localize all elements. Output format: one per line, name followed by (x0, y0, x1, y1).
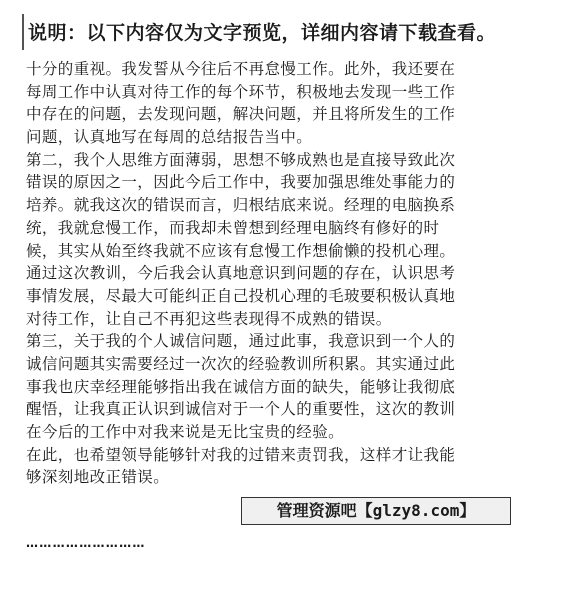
text-line: 对待工作，让自己不再犯这些表现得不成熟的错误。 (26, 309, 392, 328)
text-line: 第三，关于我的个人诚信问题，通过此事，我意识到一个人的 (26, 332, 456, 351)
text-line: 够深刻地改正错误。 (26, 468, 170, 487)
preview-notice: 说明：以下内容仅为文字预览，详细内容请下载查看。 (28, 22, 497, 44)
truncation-ellipsis: ……………………… (26, 536, 146, 550)
text-line: 培养。就我这次的错误而言，归根结底来说。经理的电脑换系 (26, 196, 456, 215)
text-line: 错误的原因之一，因此今后工作中，我要加强思维处事能力的 (26, 173, 456, 192)
text-line: 十分的重视。我发誓从今往后不再怠慢工作。此外，我还要在 (26, 60, 456, 78)
text-line: 统，我就怠慢工作，而我却未曾想到经理电脑终有修好的时 (26, 218, 440, 237)
text-line: 候，其实从始至终我就不应该有怠慢工作想偷懒的投机心理。 (26, 241, 456, 260)
text-line: 事我也庆幸经理能够指出我在诚信方面的缺失，能够让我彻底 (26, 377, 456, 396)
document-body (26, 58, 546, 489)
text-line: 问题，认真地写在每周的总结报告当中。 (26, 128, 313, 147)
watermark-badge: 管理资源吧【glzy8.com】 (241, 497, 511, 525)
text-line: 醒悟，让我真正认识到诚信对于一个人的重要性，这次的教训 (26, 400, 456, 419)
text-line: 在今后的工作中对我来说是无比宝贵的经验。 (26, 423, 345, 441)
text-line: 第二，我个人思维方面薄弱，思想不够成熟也是直接导致此次 (26, 150, 456, 169)
text-line: 通过这次教训，今后我会认真地意识到问题的存在，认识思考 (26, 264, 456, 283)
text-line: 事情发展，尽最大可能纠正自己投机心理的毛玻要积极认真地 (26, 286, 456, 305)
text-line: 每周工作中认真对待工作的每个环节，积极地去发现一些工作 (26, 82, 456, 101)
preview-notice-bar (22, 14, 562, 50)
text-line: 中存在的问题，去发现问题，解决问题，并且将所发生的工作 (26, 105, 456, 124)
text-line: 在此，也希望领导能够针对我的过错来责罚我，这样才让我能 (26, 445, 456, 464)
text-line: 诚信问题其实需要经过一次次的经验教训所积累。其实通过此 (26, 354, 456, 373)
